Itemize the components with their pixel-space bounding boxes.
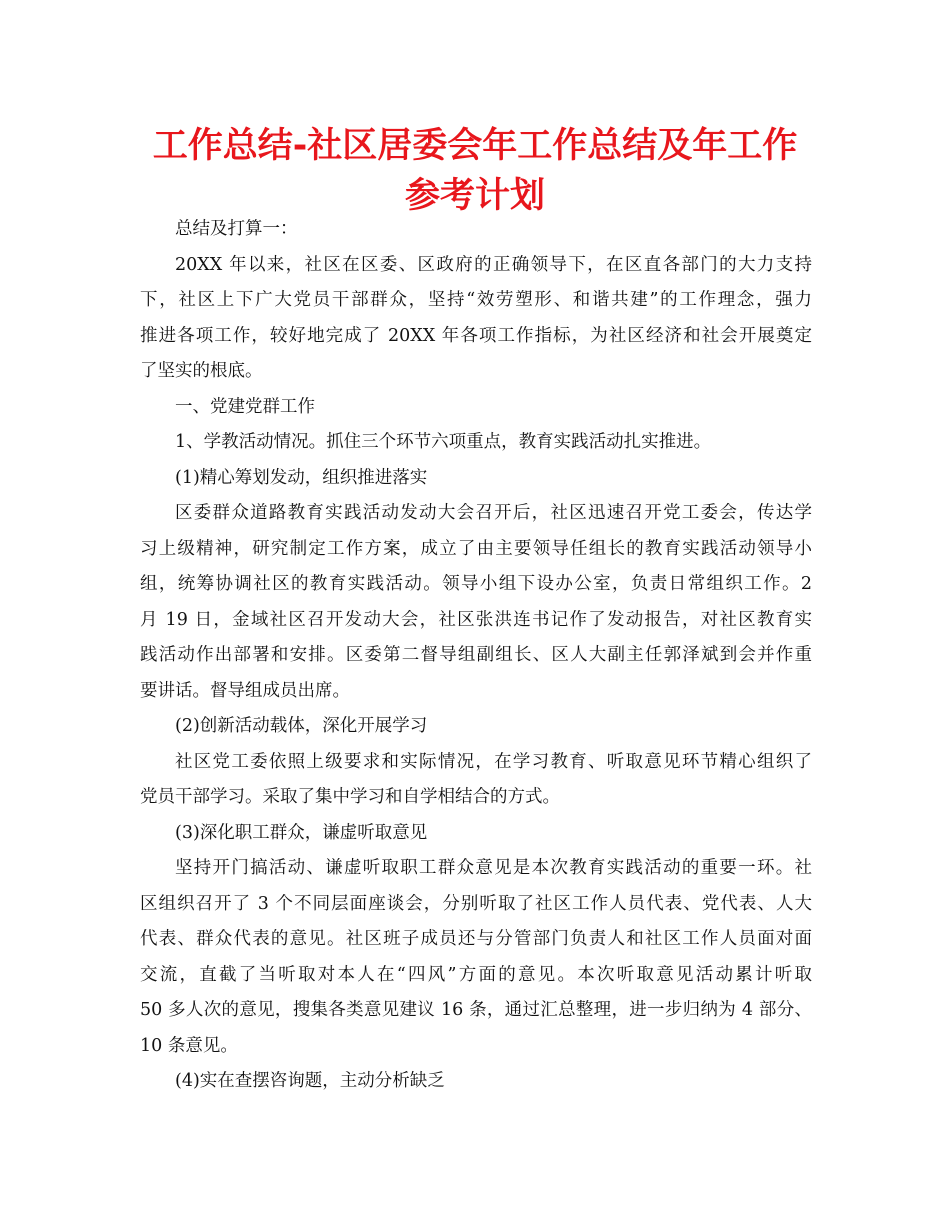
paragraph-line: 1、学教活动情况。抓住三个环节六项重点，教育实践活动扎实推进。	[175, 432, 712, 452]
paragraph-line: 下，社区上下广大党员干部群众，坚持“效劳塑形、和谐共建”的工作理念，强力	[140, 290, 812, 310]
section-heading-line: 总结及打算一：	[175, 219, 298, 239]
paragraph-line: 了坚实的根底。	[140, 361, 263, 381]
paragraph-line: 践活动作出部署和安排。区委第二督导组副组长、区人大副主任郭泽斌到会并作重	[140, 645, 812, 665]
paragraph-line: 月 19 日，金域社区召开发动大会，社区张洪连书记作了发动报告，对社区教育实	[140, 609, 812, 630]
paragraph-line: 20XX 年以来，社区在区委、区政府的正确领导下，在区直各部门的大力支持	[175, 254, 812, 275]
paragraph-line: 代表、群众代表的意见。社区班子成员还与分管部门负责人和社区工作人员面对面	[140, 929, 812, 949]
subheading-line: (2)创新活动载体，深化开展学习	[175, 716, 428, 736]
paragraph-line: 50 多人次的意见，搜集各类意见建议 16 条，通过汇总整理，进一步归纳为 4 部分、	[140, 1000, 812, 1020]
subheading-line: (3)深化职工群众，谦虚听取意见	[175, 822, 428, 843]
paragraph-line: 党员干部学习。采取了集中学习和自学相结合的方式。	[140, 787, 560, 807]
subheading-line: (1)精心筹划发动，组织推进落实	[175, 467, 428, 488]
section-heading-line: 一、党建党群工作	[175, 396, 315, 417]
paragraph-line: 社区党工委依照上级要求和实际情况，在学习教育、听取意见环节精心组织了	[175, 751, 812, 772]
paragraph-line: 习上级精神，研究制定工作方案，成立了由主要领导任组长的教育实践活动领导小	[140, 538, 812, 559]
subheading-line: (4)实在查摆咨询题，主动分析缺乏	[175, 1071, 445, 1091]
paragraph-line: 坚持开门搞活动、谦虚听取职工群众意见是本次教育实践活动的重要一环。社	[175, 858, 812, 878]
document-body	[140, 212, 812, 1100]
paragraph-line: 10 条意见。	[140, 1035, 238, 1056]
paragraph-line: 要讲话。督导组成员出席。	[140, 680, 350, 701]
paragraph-line: 推进各项工作，较好地完成了 20XX 年各项工作指标，为社区经济和社会开展奠定	[140, 325, 812, 346]
paragraph-line: 区组织召开了 3 个不同层面座谈会，分别听取了社区工作人员代表、党代表、人大	[140, 893, 812, 914]
paragraph-line: 区委群众道路教育实践活动发动大会召开后，社区迅速召开党工委会，传达学	[175, 503, 812, 523]
paragraph-line: 组，统筹协调社区的教育实践活动。领导小组下设办公室，负责日常组织工作。2	[140, 574, 812, 594]
document-title-line-1: 工作总结-社区居委会年工作总结及年工作	[152, 126, 798, 166]
paragraph-line: 交流，直截了当听取对本人在“四风”方面的意见。本次听取意见活动累计听取	[140, 964, 812, 985]
document-title-line-2: 参考计划	[404, 176, 545, 216]
